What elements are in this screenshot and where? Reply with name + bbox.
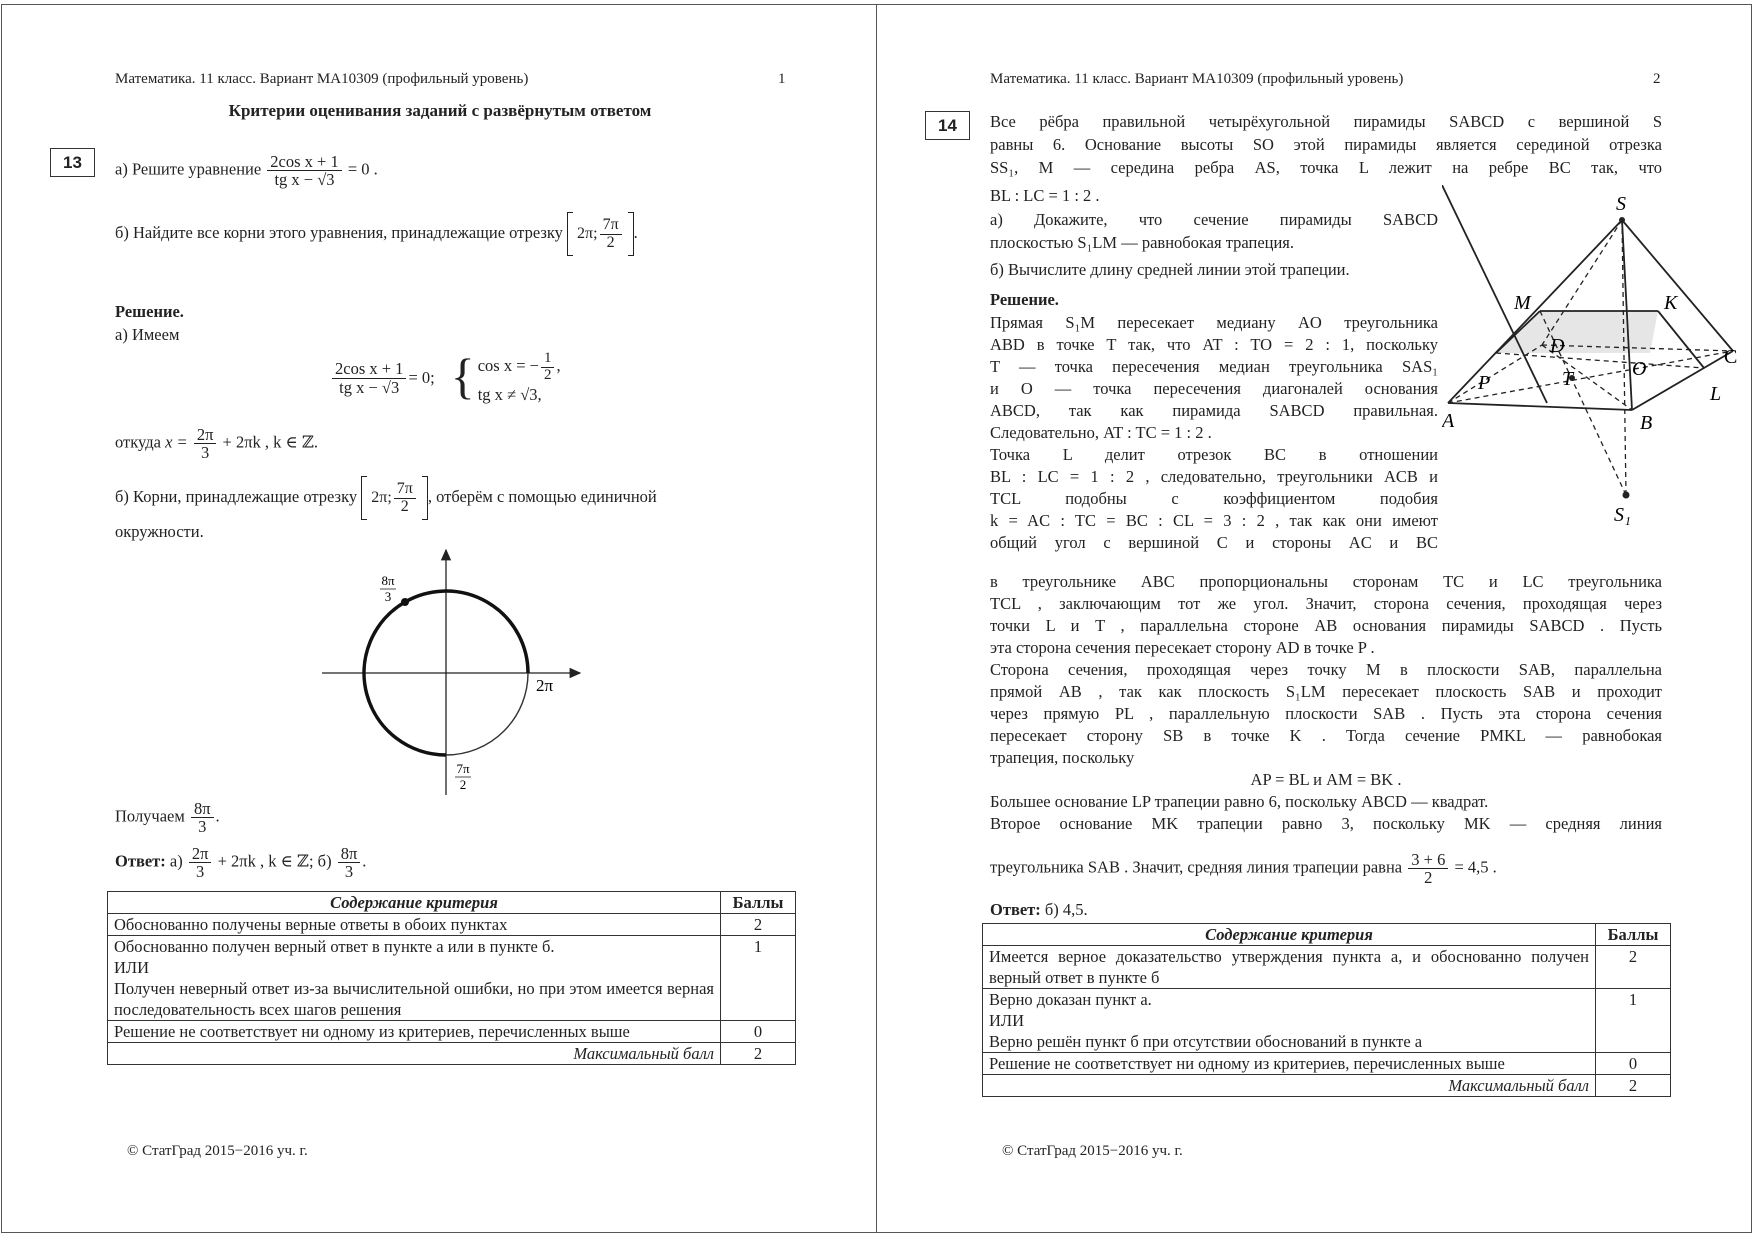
task-number-box: 13 <box>50 148 95 177</box>
table-row: Имеется верное доказательство утверждения пункта а, и обоснованно получен верный ответ в пункте б 2 <box>983 946 1671 989</box>
task-part-b: б) Найдите все корни этого уравнения, принадлежащие отрезку 2π; $\frac{7\pi}{2}$ . <box>115 212 638 256</box>
task-part-a <box>115 153 378 189</box>
svg-text:B: B <box>1640 412 1653 434</box>
part-b-prefix: б) Найдите все корни этого уравнения, принадлежащие отрезку <box>115 222 563 242</box>
svg-text:L: L <box>1710 383 1722 405</box>
point-S1 <box>1623 492 1630 499</box>
midline-line: треугольника SAB . Значит, средняя линия трапеции равна $\frac{3 + 6}{2}$ = 4,5 . <box>990 850 1497 888</box>
table-max-row: Максимальный балл 2 <box>983 1075 1671 1097</box>
label-2pi: 2π <box>536 676 554 695</box>
arc-selected <box>405 591 528 673</box>
equation-fraction: $\frac{\text{2cos x + 1}}{\text{tg x − √3}}$ <box>267 153 341 189</box>
point-8pi-3 <box>401 598 409 606</box>
solution-b-line2: окружности. <box>115 522 204 541</box>
table-row: Решение не соответствует ни одному из критериев, перечисленных выше 0 <box>108 1021 796 1043</box>
page-title: Критерии оценивания заданий с развёрнутым ответом <box>228 101 652 120</box>
intro-line-1: Все рёбра правильной четырёхугольной пирамиды SABCD с вершиной S <box>990 112 1662 131</box>
svg-text:C: C <box>1724 346 1738 368</box>
part-a-line-1: а) Докажите, что сечение пирамиды SABCD <box>990 210 1438 229</box>
svg-text:D: D <box>1550 335 1565 357</box>
interval: 2π; $\frac{7\pi}{2}$ <box>567 212 634 256</box>
part-a-prefix: а) Решите уравнение <box>115 159 262 179</box>
intro-line-2: равны 6. Основание высоты SO этой пирамиды является серединой отрезка <box>990 135 1662 154</box>
solution-system: $\frac{\text{2cos x + 1}}{\text{tg x − √3}}$ = 0; { cos x = − $\frac{1}{2}$ , tg x ≠ √3, <box>330 351 561 406</box>
equation-system: { cos x = − $\frac{1}{2}$ , tg x ≠ √3, <box>450 348 561 404</box>
section-KL <box>1658 311 1704 368</box>
page-number: 1 <box>778 71 786 87</box>
page-header: Математика. 11 класс. Вариант МА10309 (профильный уровень) <box>115 71 529 87</box>
edge-AB <box>1448 403 1632 410</box>
table-row: Верно доказан пункт а. ИЛИ Верно решён пункт б при отсутствии обоснований в пункте а 1 <box>983 989 1671 1053</box>
table-row: Обоснованно получены верные ответы в обоих пунктах 2 <box>108 914 796 936</box>
page-2 <box>876 4 1752 1233</box>
table-header-row: Содержание критерия Баллы <box>983 924 1671 946</box>
svg-text:S: S <box>1616 193 1626 215</box>
obtain-line: Получаем $\frac{8\pi}{3}$ . <box>115 799 220 837</box>
svg-text:7π: 7π <box>456 761 470 776</box>
page-footer: © СтатГрад 2015−2016 уч. г. <box>127 1143 308 1159</box>
svg-text:S₁: S₁ <box>1614 504 1631 526</box>
page-number: 2 <box>1653 71 1661 87</box>
solution-b: б) Корни, принадлежащие отрезку 2π; $\frac{7\pi}{2}$ , отберём с помощью единичной <box>115 476 657 520</box>
page-header: Математика. 11 класс. Вариант МА10309 (профильный уровень) <box>990 71 1404 87</box>
svg-text:3: 3 <box>384 589 392 604</box>
svg-text:2: 2 <box>459 777 467 792</box>
criteria-table <box>107 891 796 1065</box>
table-row: Обоснованно получен верный ответ в пункте а или в пункте б. ИЛИ Получен неверный ответ из-за вычислительной ошибки, но при этом имеется верная последовательность всех шагов решения 1 <box>108 936 796 1021</box>
svg-text:O: O <box>1632 358 1647 380</box>
part-a-line-2: плоскостью S₁LM — равнобокая трапеция. <box>990 233 1295 252</box>
svg-text:M: M <box>1514 292 1531 314</box>
task-number-box: 14 <box>925 111 970 140</box>
solution-wide-block: в треугольнике ABC пропорциональны сторонам TC и LC треугольника TCL , заключающим тот же угол. Значит, сторона сечения, проходящая через точки L и T , параллельна стороне AB основания пирамиды SABCD . Пусть эта сторона сечения пересекает сторону AD в точке P . Сторона сечения, проходящая через точку M в плоскости SAB, параллельна прямой AB , так как плоскость S₁LM пересекает плоскость SAB и проходит через прямую PL , параллельную плоскости SAB . Пусть эта сторона сечения пересекает сторону SB в точке K . Тогда сечение PMKL — равнобокая трапеция, поскольку AP = BL и AM = BK . Большее основание LP трапеции равно 6, поскольку ABCD — квадрат. Второе основание MK трапеции равно 3, поскольку MK — средняя линия <box>990 572 1662 833</box>
answer-line: Ответ: а) $\frac{2\pi}{3}$ + 2πk , k ∈ ℤ; б) $\frac{8\pi}{3}$ . <box>115 844 367 882</box>
equation-rhs: = 0 . <box>347 159 378 179</box>
unit-circle-figure <box>312 540 602 800</box>
intro-line-3: SS₁, M — середина ребра AS, точка L лежит на ребре BC так, что <box>990 158 1662 177</box>
svg-text:8π: 8π <box>381 573 395 588</box>
whence-line: откуда x = $\frac{2\pi}{3}$ + 2πk , k ∈ ℤ. <box>115 425 319 463</box>
intro-line-4: BL : LC = 1 : 2 . <box>990 186 1100 205</box>
solution-a: а) Имеем <box>115 325 180 344</box>
page-1 <box>1 4 877 1233</box>
svg-text:P: P <box>1478 372 1491 394</box>
pyramid-figure <box>1442 185 1742 535</box>
solution-label: Решение. <box>990 290 1059 309</box>
arc-interval <box>364 602 446 755</box>
table-row: Решение не соответствует ни одному из критериев, перечисленных выше 0 <box>983 1053 1671 1075</box>
criteria-table <box>982 923 1671 1097</box>
solution-label: Решение. <box>115 302 184 321</box>
svg-text:A: A <box>1442 410 1455 432</box>
answer-line: Ответ: б) 4,5. <box>990 900 1088 919</box>
page-footer: © СтатГрад 2015−2016 уч. г. <box>1002 1143 1183 1159</box>
table-header-row: Содержание критерия Баллы <box>108 892 796 914</box>
table-max-row: Максимальный балл 2 <box>108 1043 796 1065</box>
svg-text:K: K <box>1664 292 1678 314</box>
part-b: б) Вычислите длину средней линии этой трапеции. <box>990 260 1350 279</box>
svg-text:T: T <box>1562 368 1574 390</box>
solution-narrow-block: Прямая S₁M пересекает медиану AO треугольника ABD в точке T так, что AT : TO = 2 : 1, поскольку T — точка пересечения медиан треугольника SAS₁ и O — точка пересечения диагоналей основания ABCD, так как пирамида SABCD правильная. Следовательно, AT : TC = 1 : 2 . Точка L делит отрезок BC в отношении BL : LC = 1 : 2 , следовательно, треугольники ACB и TCL подобны с коэффициентом подобия k = AC : TC = BC : CL = 3 : 2 , так как они имеют общий угол с вершиной C и стороны AC и BC <box>990 313 1438 552</box>
